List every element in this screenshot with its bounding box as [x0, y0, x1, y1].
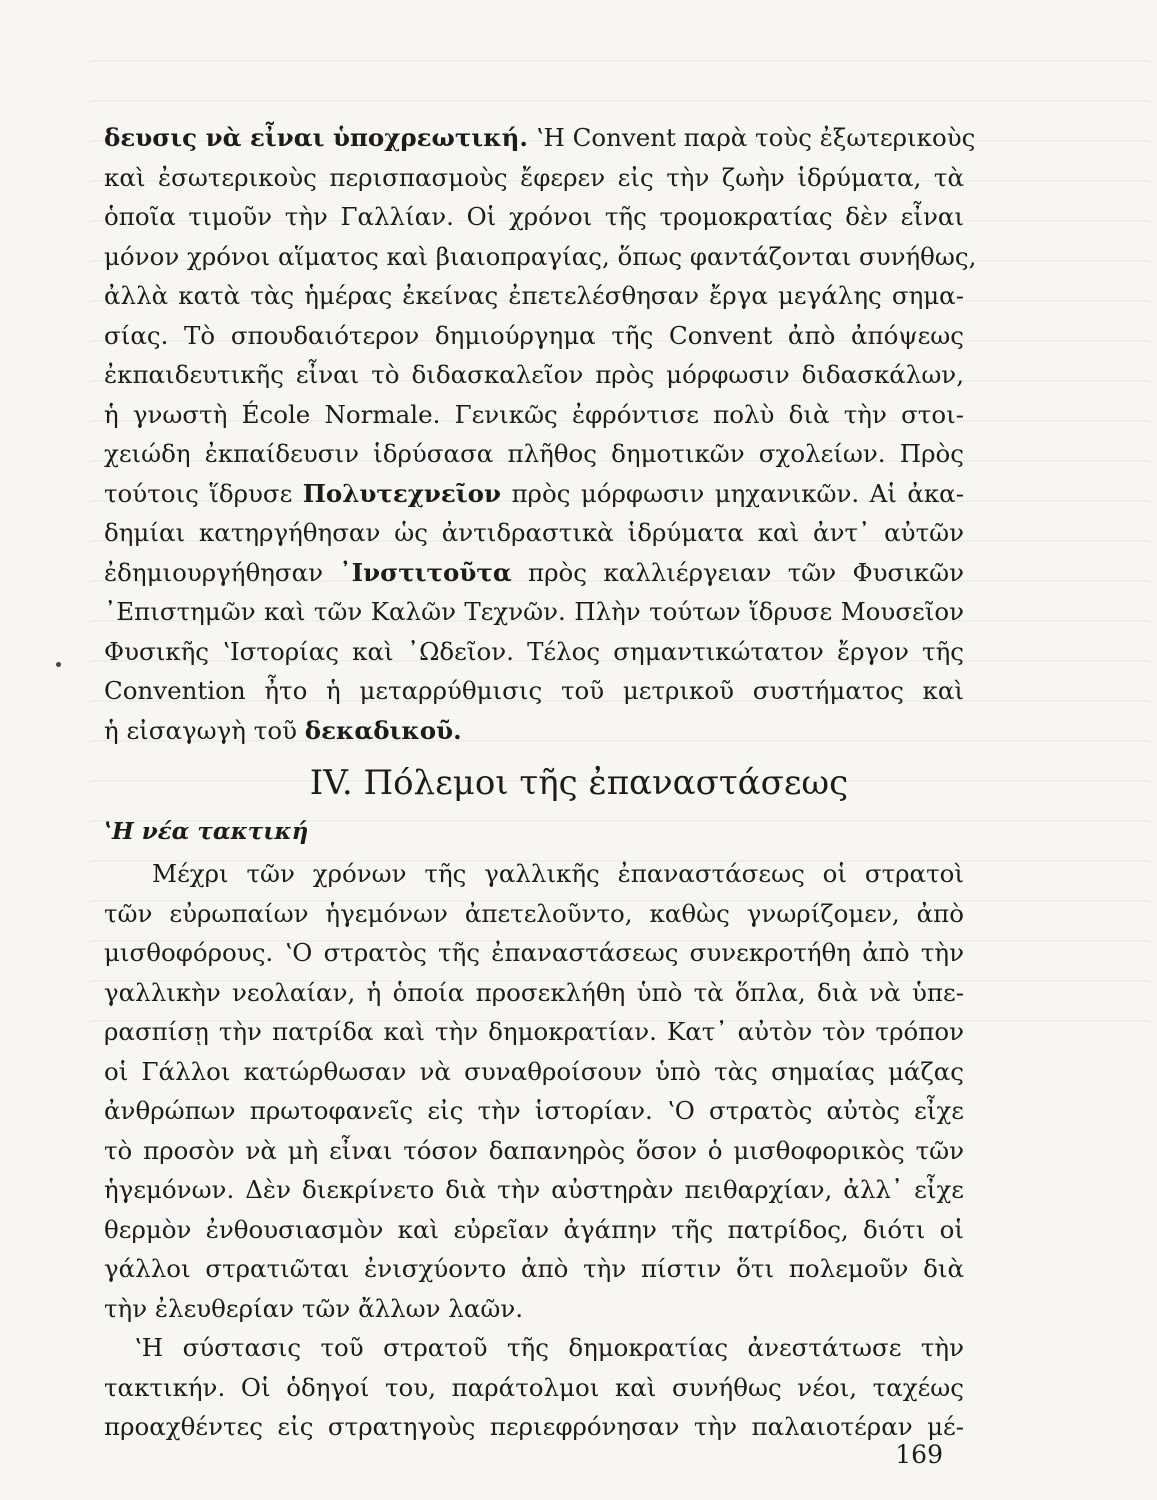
line-text: ʽΗ Convent παρὰ τοὺς ἐξωτερικοὺς — [527, 123, 976, 152]
line-text: δημίαι κατηργήθησαν ὡς ἀντιδραστικὰ ἱδρύματα καὶ ἀντ᾽ αὐτῶν — [104, 518, 964, 547]
paragraph-new-tactics — [104, 854, 964, 1328]
bold-term-polytechnic: Πολυτεχνεῖον — [302, 478, 502, 508]
text-line: Μέχρι τῶν χρόνων τῆς γαλλικῆς ἐπαναστάσεως οἱ στρατοὶ — [152, 859, 964, 888]
bold-term-institutes: ᾽Ινστιτοῦτα — [339, 557, 512, 587]
line-text: ἐδημιουργήθησαν — [104, 557, 340, 587]
text-line — [104, 474, 964, 514]
line-text: Convention ἦτο ἡ μεταρρύθμισις τοῦ μετρικοῦ συστήματος καὶ — [104, 676, 964, 705]
line-text: πρὸς καλλιέργειαν τῶν Φυσικῶν — [511, 557, 964, 587]
line-text: πρὸς μόρφωσιν μηχανικῶν. Αἱ ἀκα- — [501, 478, 965, 508]
text-line: γαλλικὴν νεολαίαν, ἡ ὁποία προσεκλήθη ὑπὸ τὰ ὅπλα, διὰ νὰ ὑπε- — [104, 977, 964, 1007]
subheading: ʽΗ νέα τακτική — [104, 818, 309, 845]
line-text: μόνον χρόνοι αἵματος καὶ βιαιοπραγίας, ὅπως φαντάζονται συνήθως, — [104, 241, 977, 271]
bold-term-decimal: δεκαδικοῦ. — [304, 715, 462, 745]
line-text: τούτοις ἵδρυσε — [104, 478, 303, 508]
text-line — [104, 513, 964, 553]
text-line: οἱ Γάλλοι κατώρθωσαν νὰ συναθροίσουν ὑπὸ τὰς σημαίας μάζας — [104, 1056, 964, 1086]
paragraph-army-formation — [104, 1328, 964, 1447]
text-line — [104, 237, 977, 277]
text-line — [104, 197, 964, 237]
section-wars — [104, 763, 964, 1447]
text-line: τακτικήν. Οἱ ὁδηγοί του, παράτολμοι καὶ συνήθως νέοι, ταχέως — [104, 1372, 964, 1402]
text-line: γάλλοι στρατιῶται ἐνισχύοντο ἀπὸ τὴν πίστιν ὅτι πολεμοῦν διὰ — [104, 1254, 964, 1283]
text-line — [104, 118, 976, 158]
line-text: καὶ ἐσωτερικοὺς περισπασμοὺς ἔφερεν εἰς τὴν ζωὴν ἱδρύματα, τὰ — [104, 162, 964, 192]
text-line — [104, 711, 964, 751]
line-text: χειώδη ἐκπαίδευσιν ἱδρύσασα πλῆθος δημοτικῶν σχολείων. Πρὸς — [104, 439, 964, 468]
paragraph-convent — [104, 118, 977, 750]
text-line: ἀνθρώπων πρωτοφανεῖς εἰς τὴν ἱστορίαν. ʽΟ στρατὸς αὐτὸς εἶχε — [104, 1096, 964, 1125]
page-number: 169 — [895, 1440, 943, 1469]
text-line — [104, 158, 964, 198]
text-line: ἡγεμόνων. Δὲν διεκρίνετο διὰ τὴν αὐστηρὰν πειθαρχίαν, ἀλλ᾽ εἶχε — [104, 1175, 964, 1204]
text-line — [104, 671, 964, 711]
text-line — [104, 355, 964, 395]
text-line: θερμὸν ἐνθουσιασμὸν καὶ εὐρεῖαν ἀγάπην τῆς πατρίδος, διότι οἱ — [104, 1214, 964, 1244]
text-line — [104, 592, 964, 632]
text-line: τῶν εὐρωπαίων ἡγεμόνων ἀπετελοῦντο, καθὼς γνωρίζομεν, ἀπὸ — [104, 898, 964, 928]
margin-mark — [56, 662, 61, 667]
text-line — [104, 316, 964, 356]
line-text: ἀλλὰ κατὰ τὰς ἡμέρας ἐκείνας ἐπετελέσθησαν ἔργα μεγάλης σημα- — [104, 281, 964, 310]
line-text: σίας. Τὸ σπουδαιότερον δημιούργημα τῆς Convent ἀπὸ ἀπόψεως — [104, 320, 964, 350]
text-line — [104, 395, 964, 435]
text-line — [104, 632, 964, 672]
text-line: προαχθέντες εἰς στρατηγοὺς περιεφρόνησαν τὴν παλαιοτέραν μέ- — [104, 1412, 964, 1441]
text-line: μισθοφόρους. ʽΟ στρατὸς τῆς ἐπαναστάσεως συνεκροτήθη ἀπὸ τὴν — [104, 938, 964, 967]
text-line — [104, 434, 964, 474]
line-text: Φυσικῆς ʽΙστορίας καὶ ᾽Ωδεῖον. Τέλος σημαντικώτατον ἔργον τῆς — [104, 636, 964, 666]
text-line: τὸ προσὸν νὰ μὴ εἶναι τόσον δαπανηρὸς ὅσον ὁ μισθοφορικὸς τῶν — [104, 1135, 964, 1165]
line-text: ὁποῖα τιμοῦν τὴν Γαλλίαν. Οἱ χρόνοι τῆς τρομοκρατίας δὲν εἶναι — [104, 202, 964, 231]
text-line — [104, 553, 964, 593]
text-line — [104, 276, 964, 316]
line-text: ἡ εἰσαγωγὴ τοῦ — [104, 715, 305, 745]
text-line: ρασπίσῃ τὴν πατρίδα καὶ τὴν δημοκρατίαν. Κατ᾽ αὐτὸν τὸν τρόπον — [104, 1017, 964, 1046]
line-text: ἡ γνωστὴ École Normale. Γενικῶς ἐφρόντισε πολὺ διὰ τὴν στοι- — [104, 399, 964, 429]
text-line: ʽΗ σύστασις τοῦ στρατοῦ τῆς δημοκρατίας ἀνεστάτωσε τὴν — [134, 1333, 964, 1362]
line-text: ἐκπαιδευτικῆς εἶναι τὸ διδασκαλεῖον πρὸς μόρφωσιν διδασκάλων, — [104, 360, 964, 389]
text-line: τὴν ἐλευθερίαν τῶν ἄλλων λαῶν. — [104, 1293, 524, 1323]
section-heading: IV. Πόλεμοι τῆς ἐπαναστάσεως — [309, 763, 849, 803]
bold-phrase: δευσις νὰ εἶναι ὑποχρεωτική. — [104, 123, 528, 152]
line-text: ᾽Επιστημῶν καὶ τῶν Καλῶν Τεχνῶν. Πλὴν τούτων ἵδρυσε Μουσεῖον — [104, 597, 964, 626]
